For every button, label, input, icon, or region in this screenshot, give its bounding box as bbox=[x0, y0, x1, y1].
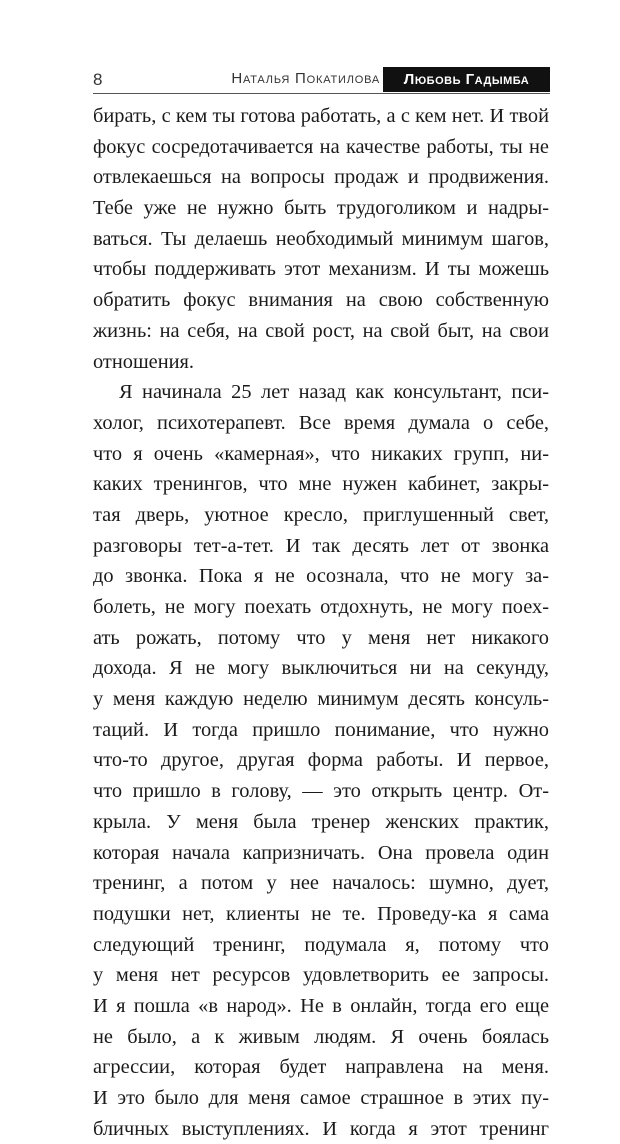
text-line: что я очень «камерная», что никаких групп, ни- bbox=[93, 442, 549, 465]
paragraph bbox=[93, 101, 549, 377]
text-line: подушки нет, клиенты не те. Проведу-ка я сама bbox=[93, 902, 549, 925]
text-line: которая начала капризничать. Она провела один bbox=[93, 841, 549, 864]
text-line: Я начинала 25 лет назад как консультант, пси- bbox=[119, 381, 549, 404]
text-line: до звонка. Пока я не осознала, что не могу за- bbox=[93, 565, 549, 588]
page-number: 8 bbox=[93, 70, 103, 89]
running-head-author: Наталья Покатилова bbox=[231, 70, 380, 87]
text-line: бирать, с кем ты готова работать, а с кем нет. И твой bbox=[93, 105, 549, 127]
text-line: у меня каждую неделю минимум десять консуль- bbox=[93, 688, 549, 711]
text-line: отвлекаешься на вопросы продаж и продвижения. bbox=[93, 166, 549, 189]
text-line: что пришло в голову, — это открыть центр. От- bbox=[93, 780, 549, 803]
text-line: болеть, не могу поехать отдохнуть, не могу поех- bbox=[93, 596, 549, 618]
text-line: не было, а к живым людям. Я очень боялась bbox=[93, 1025, 549, 1048]
text-line: отношения. bbox=[93, 350, 194, 373]
text-line: таций. И тогда пришло понимание, что нужно bbox=[93, 718, 549, 741]
text-line: И это было для меня самое страшное в этих пу- bbox=[93, 1087, 549, 1109]
text-line: следующий тренинг, подумала я, потому что bbox=[93, 933, 549, 956]
text-line: жизнь: на себя, на свой рост, на свой быт, на свои bbox=[93, 319, 549, 342]
text-line: тая дверь, уютное кресло, приглушенный свет, bbox=[93, 503, 549, 526]
text-line: чтобы поддерживать этот механизм. И ты можешь bbox=[93, 258, 549, 281]
paragraph bbox=[93, 377, 549, 1144]
text-line: крыла. У меня была тренер женских практик, bbox=[93, 810, 549, 833]
text-line: холог, психотерапевт. Все время думала о себе, bbox=[93, 411, 549, 434]
text-line: ать рожать, потому что у меня нет никакого bbox=[93, 626, 549, 649]
text-line: бличных выступлениях. И когда я этот тренинг bbox=[93, 1117, 549, 1140]
text-line: И я пошла «в народ». Не в онлайн, тогда его еще bbox=[93, 994, 549, 1017]
text-line: Тебе уже не нужно быть трудоголиком и надры- bbox=[93, 197, 549, 220]
text-line: фокус сосредотачивается на качестве работы, ты не bbox=[93, 135, 549, 158]
text-line: что-то другое, другая форма работы. И первое, bbox=[93, 749, 549, 772]
body-text bbox=[93, 101, 549, 1144]
text-line: агрессии, которая будет направлена на меня. bbox=[93, 1056, 549, 1079]
header-divider bbox=[93, 93, 550, 94]
text-line: у меня нет ресурсов удовлетворить ее запросы. bbox=[93, 964, 549, 987]
running-head-title: Любовь Гадымба bbox=[383, 67, 550, 92]
text-line: ваться. Ты делаешь необходимый минимум шагов, bbox=[93, 227, 549, 250]
text-line: дохода. Я не могу выключиться ни на секунду, bbox=[93, 657, 549, 680]
text-line: разговоры тет-а-тет. И так десять лет от звонка bbox=[93, 534, 549, 557]
text-line: обратить фокус внимания на свою собственную bbox=[93, 289, 549, 312]
text-line: тренинг, а потом у нее началось: шумно, дует, bbox=[93, 872, 549, 895]
text-line: каких тренингов, что мне нужен кабинет, закры- bbox=[93, 473, 549, 496]
